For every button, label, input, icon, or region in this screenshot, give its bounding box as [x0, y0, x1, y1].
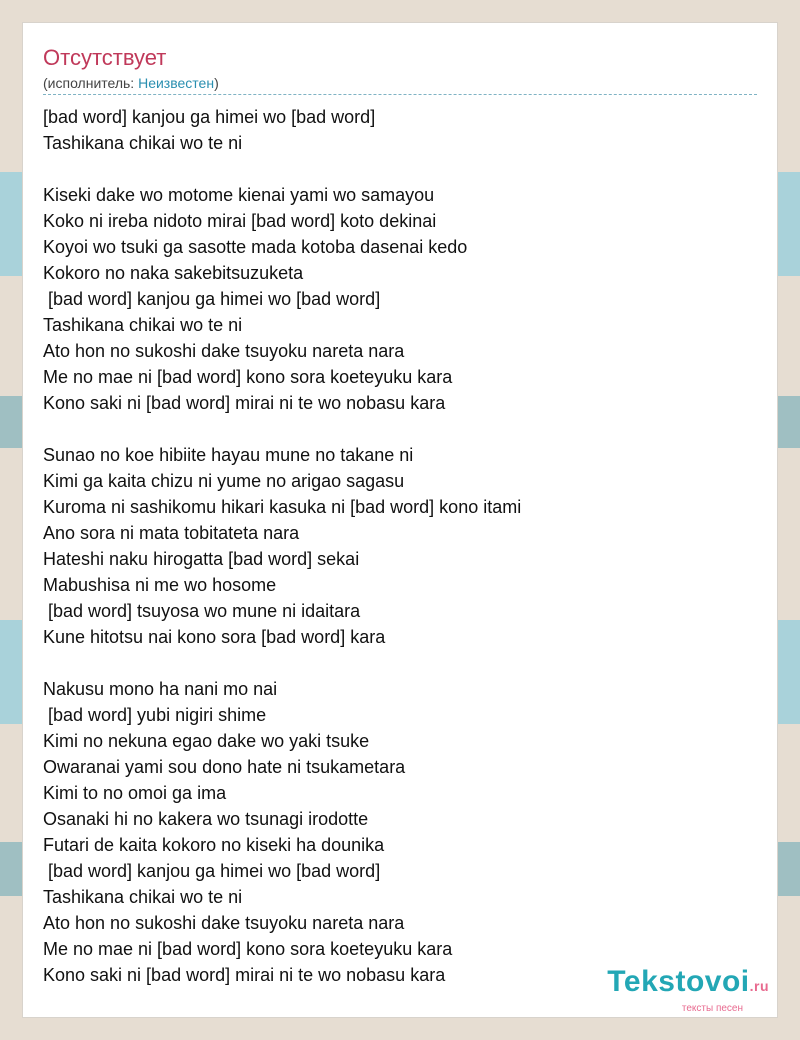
logo-tld: .ru: [749, 978, 769, 994]
lyric-line: Nakusu mono ha nani mo nai: [43, 679, 278, 699]
lyric-line: Koyoi wo tsuki ga sasotte mada kotoba dasenai kedo: [43, 237, 468, 257]
lyric-line: Sunao no koe hibiite hayau mune no takane ni: [43, 445, 414, 465]
lyric-line: [bad word] kanjou ga himei wo [bad word]: [43, 861, 381, 881]
lyric-line: Tashikana chikai wo te ni: [43, 315, 243, 335]
logo-tagline: тексты песен: [681, 1003, 743, 1014]
lyric-line: Me no mae ni [bad word] kono sora koeteyuku kara: [43, 939, 453, 959]
lyric-line: Kiseki dake wo motome kienai yami wo samayou: [43, 185, 435, 205]
lyric-line: Ato hon no sukoshi dake tsuyoku nareta nara: [43, 341, 405, 361]
lyric-line: [bad word] tsuyosa wo mune ni idaitara: [43, 601, 361, 621]
lyric-line: Kono saki ni [bad word] mirai ni te wo nobasu kara: [43, 393, 446, 413]
lyrics-card: [22, 22, 778, 1018]
lyric-line: Hateshi naku hirogatta [bad word] sekai: [43, 549, 360, 569]
lyric-line: [bad word] yubi nigiri shime: [43, 705, 267, 725]
lyric-line: Tashikana chikai wo te ni: [43, 133, 243, 153]
lyric-line: [43, 156, 759, 182]
lyric-line: Koko ni ireba nidoto mirai [bad word] koto dekinai: [43, 211, 437, 231]
lyric-line: Kono saki ni [bad word] mirai ni te wo nobasu kara: [43, 965, 446, 985]
lyric-line: Kuroma ni sashikomu hikari kasuka ni [bad word] kono itami: [43, 497, 522, 517]
lyric-line: Mabushisa ni me wo hosome: [43, 575, 277, 595]
artist-suffix: ): [214, 75, 219, 91]
lyric-line: [bad word] kanjou ga himei wo [bad word]: [43, 107, 376, 127]
lyric-line: Ato hon no sukoshi dake tsuyoku nareta nara: [43, 913, 405, 933]
artist-prefix: (исполнитель:: [43, 75, 139, 91]
logo-name: Tekstovoi: [607, 965, 750, 998]
song-title: Отсутствует: [43, 45, 167, 70]
lyric-line: [bad word] kanjou ga himei wo [bad word]: [43, 289, 381, 309]
lyric-line: Kokoro no naka sakebitsuzuketa: [43, 263, 304, 283]
lyric-line: Futari de kaita kokoro no kiseki ha dounika: [43, 835, 385, 855]
lyric-line: Me no mae ni [bad word] kono sora koeteyuku kara: [43, 367, 453, 387]
lyric-line: [43, 416, 759, 442]
site-logo[interactable]: [607, 965, 769, 1015]
lyric-line: Ano sora ni mata tobitateta nara: [43, 523, 300, 543]
lyric-line: Kimi to no omoi ga ima: [43, 783, 227, 803]
artist-link[interactable]: Неизвестен: [138, 75, 215, 91]
lyric-line: Kimi no nekuna egao dake wo yaki tsuke: [43, 731, 370, 751]
lyric-line: Tashikana chikai wo te ni: [43, 887, 243, 907]
lyrics-body: [43, 104, 759, 988]
lyric-line: [43, 650, 759, 676]
lyric-line: Osanaki hi no kakera wo tsunagi irodotte: [43, 809, 369, 829]
lyric-line: Owaranai yami sou dono hate ni tsukametara: [43, 757, 406, 777]
divider: [43, 94, 757, 95]
lyric-line: Kimi ga kaita chizu ni yume no arigao sagasu: [43, 471, 405, 491]
artist-line: [43, 74, 219, 92]
lyric-line: Kune hitotsu nai kono sora [bad word] kara: [43, 627, 386, 647]
